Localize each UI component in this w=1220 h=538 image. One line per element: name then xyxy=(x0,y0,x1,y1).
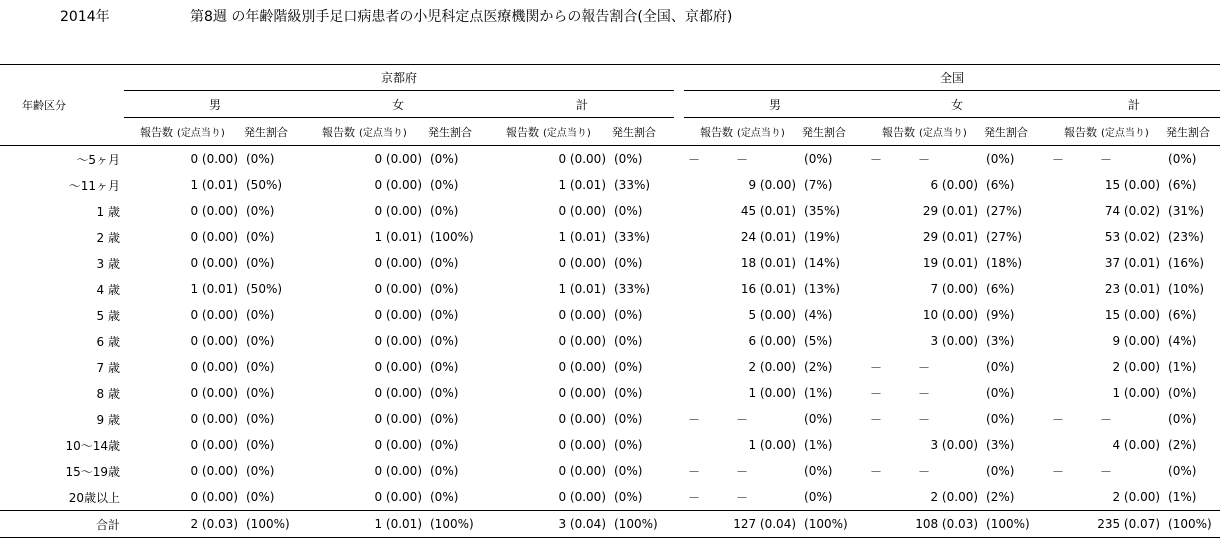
report-count-cell: 0 (0.00) xyxy=(558,438,606,452)
per-sentinel-label: (定点当り) xyxy=(177,127,225,139)
ratio-cell: (33%) xyxy=(614,230,651,244)
reports-label: 報告数 xyxy=(700,125,734,139)
ratio-cell: (100%) xyxy=(1162,511,1220,538)
ratio-cell: (19%) xyxy=(804,230,841,244)
ratio-cell: (0%) xyxy=(246,438,275,452)
report-count-cell: － － xyxy=(688,490,749,505)
report-count-cell: 5 (0.00) xyxy=(748,308,797,322)
report-count-cell: 15 (0.00) xyxy=(1104,178,1161,192)
report-count-cell: 0 (0.00) xyxy=(374,308,422,322)
report-year: 2014年 xyxy=(60,9,110,25)
col-reports-header xyxy=(490,118,608,146)
age-group-cell: ～11ヶ月 xyxy=(68,178,120,193)
ratio-cell: (0%) xyxy=(430,412,459,426)
table-row xyxy=(0,406,1220,432)
age-group-cell: 2 歳 xyxy=(96,230,120,245)
report-count-cell: 108 (0.03) xyxy=(866,511,980,538)
report-count-cell: 235 (0.07) xyxy=(1048,511,1162,538)
table-row xyxy=(0,458,1220,484)
ratio-cell: (0%) xyxy=(430,178,459,192)
report-count-cell: 1 (0.01) xyxy=(306,511,424,538)
per-sentinel-label: (定点当り) xyxy=(919,127,967,139)
report-count-cell: 0 (0.00) xyxy=(374,204,422,218)
report-count-cell: 2 (0.00) xyxy=(748,360,797,374)
report-count-cell: 0 (0.00) xyxy=(374,438,422,452)
ratio-cell: (2%) xyxy=(986,490,1015,504)
report-count-cell: 0 (0.00) xyxy=(374,386,422,400)
region-header-kyoto: 京都府 xyxy=(124,65,674,91)
age-group-cell: ～5ヶ月 xyxy=(76,152,120,167)
group-header-national-2: 計 xyxy=(1048,91,1220,118)
table-row xyxy=(0,484,1220,511)
ratio-cell: (0%) xyxy=(614,334,643,348)
ratio-cell: (4%) xyxy=(1168,334,1197,348)
table-row xyxy=(0,354,1220,380)
ratio-cell: (100%) xyxy=(608,511,674,538)
age-group-cell: 5 歳 xyxy=(96,308,120,323)
report-count-cell: 0 (0.00) xyxy=(374,152,422,166)
report-count-cell: 3 (0.00) xyxy=(930,438,979,452)
report-count-cell: 0 (0.00) xyxy=(374,282,422,296)
age-group-cell: 合計 xyxy=(0,511,124,538)
ratio-cell: (0%) xyxy=(246,490,275,504)
reports-label: 報告数 xyxy=(1064,125,1098,139)
col-ratio-header: 発生割合 xyxy=(980,118,1048,146)
ratio-cell: (27%) xyxy=(986,230,1023,244)
ratio-cell: (0%) xyxy=(614,386,643,400)
report-count-cell: 1 (0.01) xyxy=(374,230,422,244)
report-count-cell: 0 (0.00) xyxy=(190,438,238,452)
ratio-cell: (0%) xyxy=(804,464,833,478)
group-header-kyoto-0: 男 xyxy=(124,91,306,118)
report-count-cell: 18 (0.01) xyxy=(740,256,797,270)
ratio-cell: (100%) xyxy=(240,511,306,538)
ratio-cell: (0%) xyxy=(246,360,275,374)
table-row xyxy=(0,380,1220,406)
ratio-cell: (31%) xyxy=(1168,204,1205,218)
report-count-cell: 0 (0.00) xyxy=(190,230,238,244)
reports-label: 報告数 xyxy=(506,125,539,139)
report-count-cell: 53 (0.02) xyxy=(1104,230,1161,244)
ratio-cell: (0%) xyxy=(246,464,275,478)
ratio-cell: (0%) xyxy=(804,152,833,166)
ratio-cell: (0%) xyxy=(986,386,1015,400)
ratio-cell: (0%) xyxy=(1168,412,1197,426)
report-count-cell: 1 (0.01) xyxy=(190,178,238,192)
ratio-cell: (100%) xyxy=(980,511,1048,538)
ratio-cell: (0%) xyxy=(614,360,643,374)
report-count-cell: 0 (0.00) xyxy=(190,152,238,166)
region-header-national: 全国 xyxy=(684,65,1220,91)
age-group-cell: 8 歳 xyxy=(96,386,120,401)
group-header-kyoto-2: 計 xyxy=(490,91,674,118)
report-count-cell: 9 (0.00) xyxy=(748,178,797,192)
report-count-cell: － － xyxy=(688,464,749,479)
report-count-cell: 0 (0.00) xyxy=(374,256,422,270)
report-count-cell: 2 (0.03) xyxy=(124,511,240,538)
ratio-cell: (0%) xyxy=(246,256,275,270)
report-count-cell: 0 (0.00) xyxy=(558,464,606,478)
col-ratio-header: 発生割合 xyxy=(240,118,306,146)
report-count-cell: 127 (0.04) xyxy=(684,511,798,538)
report-count-cell: 2 (0.00) xyxy=(1112,360,1161,374)
ratio-cell: (0%) xyxy=(614,152,643,166)
ratio-cell: (0%) xyxy=(430,152,459,166)
table-row xyxy=(0,250,1220,276)
ratio-cell: (0%) xyxy=(986,360,1015,374)
ratio-cell: (23%) xyxy=(1168,230,1205,244)
report-count-cell: 1 (0.00) xyxy=(1112,386,1161,400)
age-group-cell: 3 歳 xyxy=(96,256,120,271)
report-count-cell: 0 (0.00) xyxy=(190,256,238,270)
report-count-cell: 74 (0.02) xyxy=(1104,204,1161,218)
table-row xyxy=(0,302,1220,328)
report-count-cell: 1 (0.01) xyxy=(190,282,238,296)
ratio-cell: (0%) xyxy=(430,308,459,322)
table-row xyxy=(0,172,1220,198)
table-row xyxy=(0,224,1220,250)
ratio-cell: (0%) xyxy=(246,204,275,218)
report-count-cell: 0 (0.00) xyxy=(558,204,606,218)
ratio-cell: (0%) xyxy=(1168,152,1197,166)
report-count-cell: － － xyxy=(870,412,931,427)
age-group-cell: 1 歳 xyxy=(96,204,120,219)
report-count-cell: 0 (0.00) xyxy=(558,490,606,504)
ratio-cell: (9%) xyxy=(986,308,1015,322)
report-count-cell: － － xyxy=(688,412,749,427)
report-count-cell: 16 (0.01) xyxy=(740,282,797,296)
report-count-cell: 1 (0.00) xyxy=(748,386,797,400)
report-count-cell: 1 (0.01) xyxy=(558,178,606,192)
ratio-cell: (0%) xyxy=(614,438,643,452)
ratio-cell: (0%) xyxy=(246,308,275,322)
report-count-cell: 29 (0.01) xyxy=(922,204,979,218)
ratio-cell: (0%) xyxy=(246,230,275,244)
report-count-cell: 0 (0.00) xyxy=(374,360,422,374)
report-count-cell: 0 (0.00) xyxy=(558,412,606,426)
per-sentinel-label: (定点当り) xyxy=(1101,127,1149,139)
table-row xyxy=(0,198,1220,224)
ratio-cell: (0%) xyxy=(430,490,459,504)
col-reports-header xyxy=(124,118,240,146)
col-ratio-header: 発生割合 xyxy=(424,118,490,146)
reports-label: 報告数 xyxy=(882,125,916,139)
report-count-cell: － － xyxy=(1052,152,1113,167)
ratio-cell: (3%) xyxy=(986,438,1015,452)
ratio-cell: (5%) xyxy=(804,334,833,348)
report-count-cell: 9 (0.00) xyxy=(1112,334,1161,348)
ratio-cell: (0%) xyxy=(430,282,459,296)
report-count-cell: 0 (0.00) xyxy=(558,152,606,166)
report-count-cell: 2 (0.00) xyxy=(1112,490,1161,504)
ratio-cell: (1%) xyxy=(1168,490,1197,504)
report-count-cell: 0 (0.00) xyxy=(190,308,238,322)
ratio-cell: (0%) xyxy=(246,386,275,400)
ratio-cell: (0%) xyxy=(430,386,459,400)
ratio-cell: (0%) xyxy=(430,360,459,374)
ratio-cell: (0%) xyxy=(246,334,275,348)
ratio-cell: (10%) xyxy=(1168,282,1205,296)
ratio-cell: (1%) xyxy=(804,438,833,452)
age-group-cell: 7 歳 xyxy=(96,360,120,375)
report-count-cell: 1 (0.01) xyxy=(558,230,606,244)
report-count-cell: 2 (0.00) xyxy=(930,490,979,504)
report-count-cell: 15 (0.00) xyxy=(1104,308,1161,322)
ratio-cell: (0%) xyxy=(1168,464,1197,478)
ratio-cell: (0%) xyxy=(986,152,1015,166)
report-count-cell: 0 (0.00) xyxy=(558,334,606,348)
ratio-cell: (100%) xyxy=(798,511,866,538)
group-header-national-1: 女 xyxy=(866,91,1048,118)
report-count-cell: － － xyxy=(870,464,931,479)
report-count-cell: － － xyxy=(1052,464,1113,479)
ratio-cell: (0%) xyxy=(430,256,459,270)
report-count-cell: 0 (0.00) xyxy=(190,412,238,426)
col-ratio-header: 発生割合 xyxy=(798,118,866,146)
ratio-cell: (14%) xyxy=(804,256,841,270)
report-count-cell: － － xyxy=(870,360,931,375)
age-group-cell: 10～14歳 xyxy=(65,438,120,453)
table-row xyxy=(0,146,1220,173)
ratio-cell: (0%) xyxy=(246,152,275,166)
ratio-cell: (50%) xyxy=(246,282,283,296)
report-count-cell: 3 (0.04) xyxy=(490,511,608,538)
ratio-cell: (0%) xyxy=(430,204,459,218)
col-reports-header xyxy=(1048,118,1162,146)
ratio-cell: (27%) xyxy=(986,204,1023,218)
ratio-cell: (100%) xyxy=(430,230,474,244)
report-count-cell: 1 (0.01) xyxy=(558,282,606,296)
report-count-cell: 0 (0.00) xyxy=(190,490,238,504)
report-count-cell: 0 (0.00) xyxy=(190,464,238,478)
group-header-national-0: 男 xyxy=(684,91,866,118)
ratio-cell: (0%) xyxy=(986,412,1015,426)
report-count-cell: 10 (0.00) xyxy=(922,308,979,322)
age-group-cell: 4 歳 xyxy=(96,282,120,297)
ratio-cell: (7%) xyxy=(804,178,833,192)
ratio-cell: (6%) xyxy=(1168,308,1197,322)
reports-label: 報告数 xyxy=(322,125,355,139)
age-column-header: 年齢区分 xyxy=(0,65,124,146)
table-row xyxy=(0,276,1220,302)
report-count-cell: 0 (0.00) xyxy=(374,464,422,478)
ratio-cell: (6%) xyxy=(986,178,1015,192)
ratio-cell: (100%) xyxy=(424,511,490,538)
ratio-cell: (35%) xyxy=(804,204,841,218)
ratio-cell: (0%) xyxy=(804,412,833,426)
ratio-cell: (0%) xyxy=(804,490,833,504)
report-count-cell: 37 (0.01) xyxy=(1104,256,1161,270)
report-count-cell: 0 (0.00) xyxy=(374,334,422,348)
report-count-cell: 6 (0.00) xyxy=(748,334,797,348)
ratio-cell: (33%) xyxy=(614,282,651,296)
ratio-cell: (13%) xyxy=(804,282,841,296)
report-count-cell: 23 (0.01) xyxy=(1104,282,1161,296)
per-sentinel-label: (定点当り) xyxy=(737,127,785,139)
report-count-cell: 0 (0.00) xyxy=(558,308,606,322)
report-count-cell: 45 (0.01) xyxy=(740,204,797,218)
table-row xyxy=(0,511,1220,538)
ratio-cell: (6%) xyxy=(986,282,1015,296)
report-count-cell: － － xyxy=(870,152,931,167)
ratio-cell: (0%) xyxy=(614,204,643,218)
ratio-cell: (0%) xyxy=(246,412,275,426)
report-title: 第8週 の年齢階級別手足口病患者の小児科定点医療機関からの報告割合(全国、京都府) xyxy=(190,9,733,25)
report-count-cell: － － xyxy=(688,152,749,167)
per-sentinel-label: (定点当り) xyxy=(359,127,407,139)
age-group-cell: 6 歳 xyxy=(96,334,120,349)
report-count-cell: 19 (0.01) xyxy=(922,256,979,270)
report-count-cell: 1 (0.00) xyxy=(748,438,797,452)
col-reports-header xyxy=(306,118,424,146)
report-count-cell: 0 (0.00) xyxy=(374,412,422,426)
ratio-cell: (1%) xyxy=(804,386,833,400)
col-ratio-header: 発生割合 xyxy=(608,118,674,146)
ratio-cell: (0%) xyxy=(430,438,459,452)
age-group-cell: 9 歳 xyxy=(96,412,120,427)
ratio-cell: (0%) xyxy=(986,464,1015,478)
ratio-cell: (0%) xyxy=(614,464,643,478)
ratio-cell: (0%) xyxy=(614,256,643,270)
report-count-cell: － － xyxy=(1052,412,1113,427)
group-header-kyoto-1: 女 xyxy=(306,91,490,118)
report-count-cell: 4 (0.00) xyxy=(1112,438,1161,452)
ratio-cell: (33%) xyxy=(614,178,651,192)
age-group-cell: 15～19歳 xyxy=(65,464,120,479)
ratio-cell: (2%) xyxy=(804,360,833,374)
reports-label: 報告数 xyxy=(140,125,173,139)
col-reports-header xyxy=(684,118,798,146)
per-sentinel-label: (定点当り) xyxy=(543,127,591,139)
report-count-cell: 3 (0.00) xyxy=(930,334,979,348)
ratio-cell: (18%) xyxy=(986,256,1023,270)
ratio-cell: (4%) xyxy=(804,308,833,322)
ratio-cell: (0%) xyxy=(614,490,643,504)
ratio-cell: (50%) xyxy=(246,178,283,192)
report-count-cell: 0 (0.00) xyxy=(190,386,238,400)
report-count-cell: 0 (0.00) xyxy=(374,490,422,504)
ratio-cell: (3%) xyxy=(986,334,1015,348)
ratio-cell: (0%) xyxy=(614,308,643,322)
report-count-cell: － － xyxy=(870,386,931,401)
report-count-cell: 6 (0.00) xyxy=(930,178,979,192)
ratio-cell: (2%) xyxy=(1168,438,1197,452)
col-ratio-header: 発生割合 xyxy=(1162,118,1220,146)
report-count-cell: 0 (0.00) xyxy=(190,360,238,374)
ratio-cell: (0%) xyxy=(430,334,459,348)
report-count-cell: 0 (0.00) xyxy=(190,334,238,348)
ratio-cell: (0%) xyxy=(1168,386,1197,400)
col-reports-header xyxy=(866,118,980,146)
ratio-cell: (0%) xyxy=(614,412,643,426)
report-count-cell: 29 (0.01) xyxy=(922,230,979,244)
ratio-cell: (1%) xyxy=(1168,360,1197,374)
report-count-cell: 0 (0.00) xyxy=(558,256,606,270)
ratio-cell: (0%) xyxy=(430,464,459,478)
age-group-cell: 20歳以上 xyxy=(68,490,120,505)
ratio-cell: (16%) xyxy=(1168,256,1205,270)
age-distribution-table xyxy=(0,64,1220,538)
report-count-cell: 0 (0.00) xyxy=(558,360,606,374)
report-count-cell: 7 (0.00) xyxy=(930,282,979,296)
ratio-cell: (6%) xyxy=(1168,178,1197,192)
table-row xyxy=(0,328,1220,354)
report-count-cell: 0 (0.00) xyxy=(190,204,238,218)
report-count-cell: 24 (0.01) xyxy=(740,230,797,244)
table-row xyxy=(0,432,1220,458)
report-count-cell: 0 (0.00) xyxy=(374,178,422,192)
report-count-cell: 0 (0.00) xyxy=(558,386,606,400)
